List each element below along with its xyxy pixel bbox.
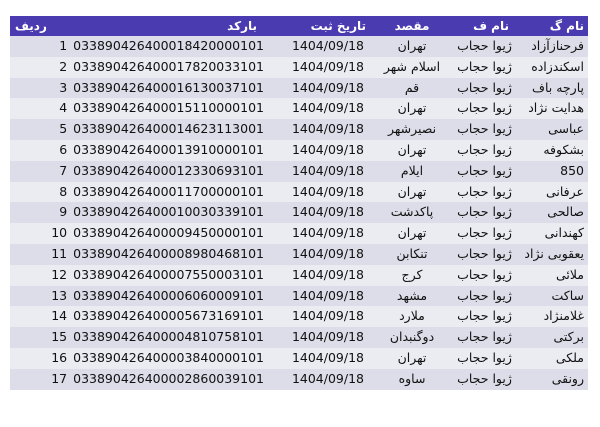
table-row (10, 306, 588, 327)
name-cell: کهندانی (544, 225, 584, 241)
row-number-barcode-cell (10, 265, 270, 286)
family-cell: ژیوا حجاب (457, 287, 512, 303)
family-cell: ژیوا حجاب (457, 245, 512, 261)
table-row (10, 98, 588, 119)
name-cell: برکتی (553, 329, 584, 345)
shipment-table (10, 16, 588, 390)
date-cell: 1404/09/18 (291, 225, 364, 241)
row-number: 13 (51, 287, 68, 303)
row-number: 7 (59, 162, 68, 178)
name-cell: فرحنازآزاد (531, 38, 584, 53)
destination-cell: ساوه (398, 370, 426, 386)
date-cell: 1404/09/18 (291, 329, 364, 345)
row-number-barcode-cell (10, 202, 270, 223)
date-cell: 1404/09/18 (291, 370, 364, 386)
table-row (10, 286, 588, 307)
barcode-value: 033890426400002860039101 (73, 370, 264, 386)
family-cell: ژیوا حجاب (457, 162, 512, 178)
row-number: 4 (59, 100, 68, 116)
date-cell: 1404/09/18 (291, 100, 364, 116)
row-number-barcode-cell (10, 223, 270, 244)
row-number-barcode-cell (10, 161, 270, 182)
destination-cell: پاکدشت (390, 204, 434, 220)
family-cell: ژیوا حجاب (457, 38, 512, 53)
barcode-value: 033890426400005673169101 (73, 308, 264, 324)
barcode-value: 033890426400014623113001 (73, 121, 264, 137)
row-number-barcode-cell (10, 369, 270, 390)
table-row (10, 182, 588, 203)
name-cell: ملائی (555, 266, 584, 282)
barcode-value: 033890426400004810758101 (73, 329, 264, 345)
date-cell: 1404/09/18 (291, 121, 364, 137)
row-number-barcode-cell (10, 286, 270, 307)
name-cell: اسکندزاده (531, 58, 584, 74)
family-cell: ژیوا حجاب (457, 370, 512, 386)
destination-cell: ملارد (399, 308, 425, 324)
row-number-barcode-cell (10, 244, 270, 265)
row-number: 17 (51, 370, 68, 386)
date-cell: 1404/09/18 (291, 308, 364, 324)
name-cell: عرفانی (545, 183, 584, 199)
destination-cell: تنکابن (396, 245, 428, 261)
row-number: 6 (59, 141, 68, 157)
barcode-value: 033890426400010030339101 (73, 204, 264, 220)
row-number: 2 (59, 58, 68, 74)
destination-cell: مشهد (396, 287, 428, 303)
family-cell: ژیوا حجاب (457, 204, 512, 220)
header-date-label: تاریخ ثبت (310, 19, 366, 33)
table-row (10, 223, 588, 244)
barcode-value: 033890426400006060009101 (73, 287, 264, 303)
table-row (10, 202, 588, 223)
table-row (10, 78, 588, 99)
date-cell: 1404/09/18 (291, 349, 364, 365)
row-number-barcode-cell (10, 78, 270, 99)
table-row (10, 140, 588, 161)
row-number-barcode-cell (10, 327, 270, 348)
date-cell: 1404/09/18 (291, 245, 364, 261)
date-cell: 1404/09/18 (291, 79, 364, 95)
row-number-barcode-cell (10, 348, 270, 369)
table-row (10, 369, 588, 390)
barcode-value: 033890426400003840000101 (73, 349, 264, 365)
name-cell: عباسی (548, 121, 584, 137)
barcode-value: 033890426400013910000101 (73, 141, 264, 157)
family-cell: ژیوا حجاب (457, 58, 512, 74)
date-cell: 1404/09/18 (291, 266, 364, 282)
row-number: 15 (51, 329, 68, 345)
destination-cell: نصیرشهر (387, 121, 437, 137)
destination-cell: تهران (397, 141, 427, 157)
name-cell: بشکوفه (543, 141, 584, 157)
row-number-barcode-cell (10, 98, 270, 119)
header-family-label: نام ف (473, 19, 509, 33)
name-cell: پارچه باف (532, 79, 584, 95)
row-number: 9 (59, 204, 68, 220)
table-header (10, 16, 588, 36)
name-cell: 850 (560, 162, 584, 178)
date-cell: 1404/09/18 (291, 38, 364, 53)
table-row (10, 161, 588, 182)
header-row-number-label: ردیف (15, 19, 47, 33)
family-cell: ژیوا حجاب (457, 183, 512, 199)
family-cell: ژیوا حجاب (457, 121, 512, 137)
date-cell: 1404/09/18 (291, 141, 364, 157)
date-cell: 1404/09/18 (291, 287, 364, 303)
row-number-barcode-cell (10, 57, 270, 78)
date-cell: 1404/09/18 (291, 58, 364, 74)
table-body (10, 36, 588, 390)
name-cell: غلامنژاد (543, 308, 584, 324)
row-number-barcode-cell (10, 306, 270, 327)
barcode-value: 033890426400016130037101 (73, 79, 264, 95)
barcode-value: 033890426400012330693101 (73, 162, 264, 178)
table-row (10, 57, 588, 78)
destination-cell: تهران (397, 38, 427, 53)
row-number: 12 (51, 266, 68, 282)
barcode-value: 033890426400018420000101 (73, 38, 264, 53)
barcode-value: 033890426400008980468101 (73, 245, 264, 261)
row-number: 8 (59, 183, 68, 199)
destination-cell: تهران (397, 100, 427, 116)
family-cell: ژیوا حجاب (457, 349, 512, 365)
barcode-value: 033890426400015110000101 (73, 100, 264, 116)
header-name-label: نام گ (549, 19, 584, 33)
row-number: 1 (59, 38, 68, 53)
row-number: 10 (51, 225, 68, 241)
row-number-barcode-cell (10, 119, 270, 140)
destination-cell: اسلام شهر (383, 58, 441, 74)
table-row (10, 348, 588, 369)
barcode-value: 033890426400017820033101 (73, 58, 264, 74)
table-row (10, 36, 588, 57)
row-number: 16 (51, 349, 68, 365)
name-cell: رونقی (551, 370, 584, 386)
family-cell: ژیوا حجاب (457, 329, 512, 345)
family-cell: ژیوا حجاب (457, 266, 512, 282)
header-row-barcode (10, 16, 270, 36)
name-cell: یعقوبی نژاد (524, 245, 584, 261)
destination-cell: تهران (397, 349, 427, 365)
family-cell: ژیوا حجاب (457, 225, 512, 241)
barcode-value: 033890426400007550003101 (73, 266, 264, 282)
row-number: 14 (51, 308, 68, 324)
barcode-value: 033890426400009450000101 (73, 225, 264, 241)
destination-cell: ایلام (400, 162, 424, 178)
family-cell: ژیوا حجاب (457, 141, 512, 157)
family-cell: ژیوا حجاب (457, 308, 512, 324)
shipment-list-sheet (10, 16, 588, 390)
destination-cell: کرج (401, 266, 423, 282)
row-number: 11 (51, 245, 68, 261)
row-number-barcode-cell (10, 182, 270, 203)
destination-cell: تهران (397, 183, 427, 199)
date-cell: 1404/09/18 (291, 183, 364, 199)
header-barcode-label: بارکد (227, 19, 257, 33)
row-number-barcode-cell (10, 36, 270, 57)
date-cell: 1404/09/18 (291, 162, 364, 178)
header-row (10, 16, 588, 36)
destination-cell: دوگنبدان (389, 329, 435, 345)
table-row (10, 244, 588, 265)
header-destination-label: مقصد (394, 19, 430, 33)
table-row (10, 327, 588, 348)
date-cell: 1404/09/18 (291, 204, 364, 220)
table-row (10, 265, 588, 286)
row-number-barcode-cell (10, 140, 270, 161)
name-cell: ملکی (555, 349, 584, 365)
family-cell: ژیوا حجاب (457, 79, 512, 95)
row-number: 5 (59, 121, 68, 137)
name-cell: صالحی (547, 204, 584, 220)
barcode-value: 033890426400011700000101 (73, 183, 264, 199)
table-row (10, 119, 588, 140)
destination-cell: تهران (397, 225, 427, 241)
name-cell: ساکت (551, 287, 584, 303)
family-cell: ژیوا حجاب (457, 100, 512, 116)
name-cell: هدایت نژاد (528, 100, 584, 116)
destination-cell: قم (404, 79, 420, 95)
row-number: 3 (59, 79, 68, 95)
